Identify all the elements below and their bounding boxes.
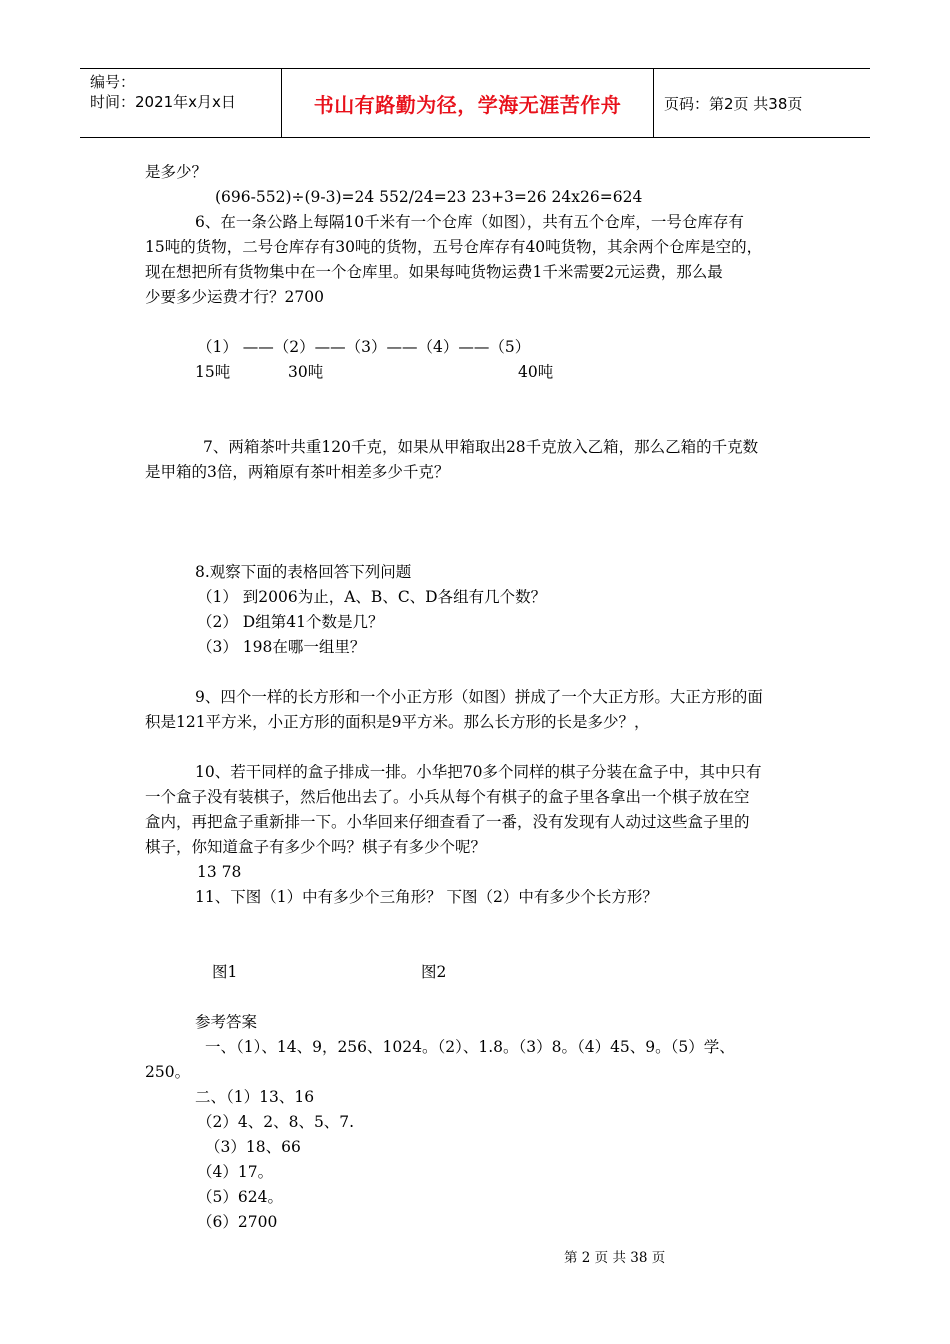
question-9-line: 积是121平方米，小正方形的面积是9平方米。那么长方形的长是多少？，: [145, 713, 650, 731]
question-8-line: 8.观察下面的表格回答下列问题: [195, 563, 412, 581]
question-7-line: 是甲箱的3倍，两箱原有茶叶相差多少千克？: [145, 463, 450, 481]
text-line: 是多少？: [145, 163, 208, 181]
question-8-item: （1） 到2006为止，A、B、C、D各组有几个数？: [197, 588, 547, 606]
figure-labels: [145, 960, 825, 985]
header-page-info: 页码：第2页 共38页: [664, 94, 803, 113]
answer-line: （3）18、66: [205, 1138, 301, 1156]
weight-5: 40吨: [518, 363, 554, 381]
document-body: [145, 160, 825, 1235]
question-8-item: （3） 198在哪一组里？: [197, 638, 366, 656]
question-10-line: 盒内，再把盒子重新排一下。小华回来仔细查看了一番，没有发现有人动过这些盒子里的: [145, 813, 750, 831]
question-9-line: 9、四个一样的长方形和一个小正方形（如图）拼成了一个大正方形。大正方形的面: [195, 688, 763, 706]
figure-2-label: 图2: [421, 963, 447, 981]
question-6-line: 现在想把所有货物集中在一个仓库里。如果每吨货物运费1千米需要2元运费，那么最: [145, 263, 723, 281]
weight-2: 30吨: [288, 363, 324, 381]
warehouse-weights: [145, 360, 825, 385]
question-10-line: 一个盒子没有装棋子，然后他出去了。小兵从每个有棋子的盒子里各拿出一个棋子放在空: [145, 788, 750, 806]
header-motto-cell: [282, 69, 654, 137]
weight-1: 15吨: [195, 363, 231, 381]
answer-line: （4）17。: [197, 1163, 274, 1181]
question-7-line: 7、两箱茶叶共重120千克，如果从甲箱取出28千克放入乙箱，那么乙箱的千克数: [203, 438, 759, 456]
time-label: 时间：2021年x月x日: [90, 93, 236, 111]
motto-text: 书山有路勤为径，学海无涯苦作舟: [313, 92, 622, 117]
figure-1-label: 图1: [212, 963, 238, 981]
header-left-cell: [80, 69, 282, 137]
question-10-answer: 13 78: [197, 863, 242, 881]
answer-line: 二、（1）13、16: [195, 1088, 315, 1106]
formula-line: (696-552)÷(9-3)=24 552/24=23 23+3=26 24x26=624: [215, 188, 643, 206]
question-11-line: 11、下图（1）中有多少个三角形？ 下图（2）中有多少个长方形？: [195, 888, 658, 906]
answers-heading: 参考答案: [195, 1013, 258, 1031]
warehouse-diagram-line: （1） ——（2）——（3）——（4）——（5）: [197, 338, 531, 356]
answer-line: 250。: [145, 1063, 191, 1081]
question-6-line: 15吨的货物，二号仓库存有30吨的货物，五号仓库存有40吨货物，其余两个仓库是空的，: [145, 238, 763, 256]
footer-page-number: 第 2 页 共 38 页: [564, 1250, 666, 1266]
answer-line: （2）4、2、8、5、7.: [197, 1113, 355, 1131]
answer-line: （5）624。: [197, 1188, 283, 1206]
question-6-line: 少要多少运费才行？2700: [145, 288, 324, 306]
answer-line: 一、（1）、14、9，256、1024。（2）、1.8。（3）8。（4）45、9。（5）学、: [205, 1038, 735, 1056]
serial-label: 编号：: [90, 73, 136, 91]
question-10-line: 10、若干同样的盒子排成一排。小华把70多个同样的棋子分装在盒子中，其中只有: [195, 763, 762, 781]
answer-line: （6）2700: [197, 1213, 278, 1231]
question-8-item: （2） D组第41个数是几？: [197, 613, 384, 631]
question-10-line: 棋子，你知道盒子有多少个吗？棋子有多少个呢？: [145, 838, 487, 856]
page-header: [80, 68, 870, 138]
question-6-line: 6、在一条公路上每隔10千米有一个仓库（如图），共有五个仓库，一号仓库存有: [195, 213, 744, 231]
